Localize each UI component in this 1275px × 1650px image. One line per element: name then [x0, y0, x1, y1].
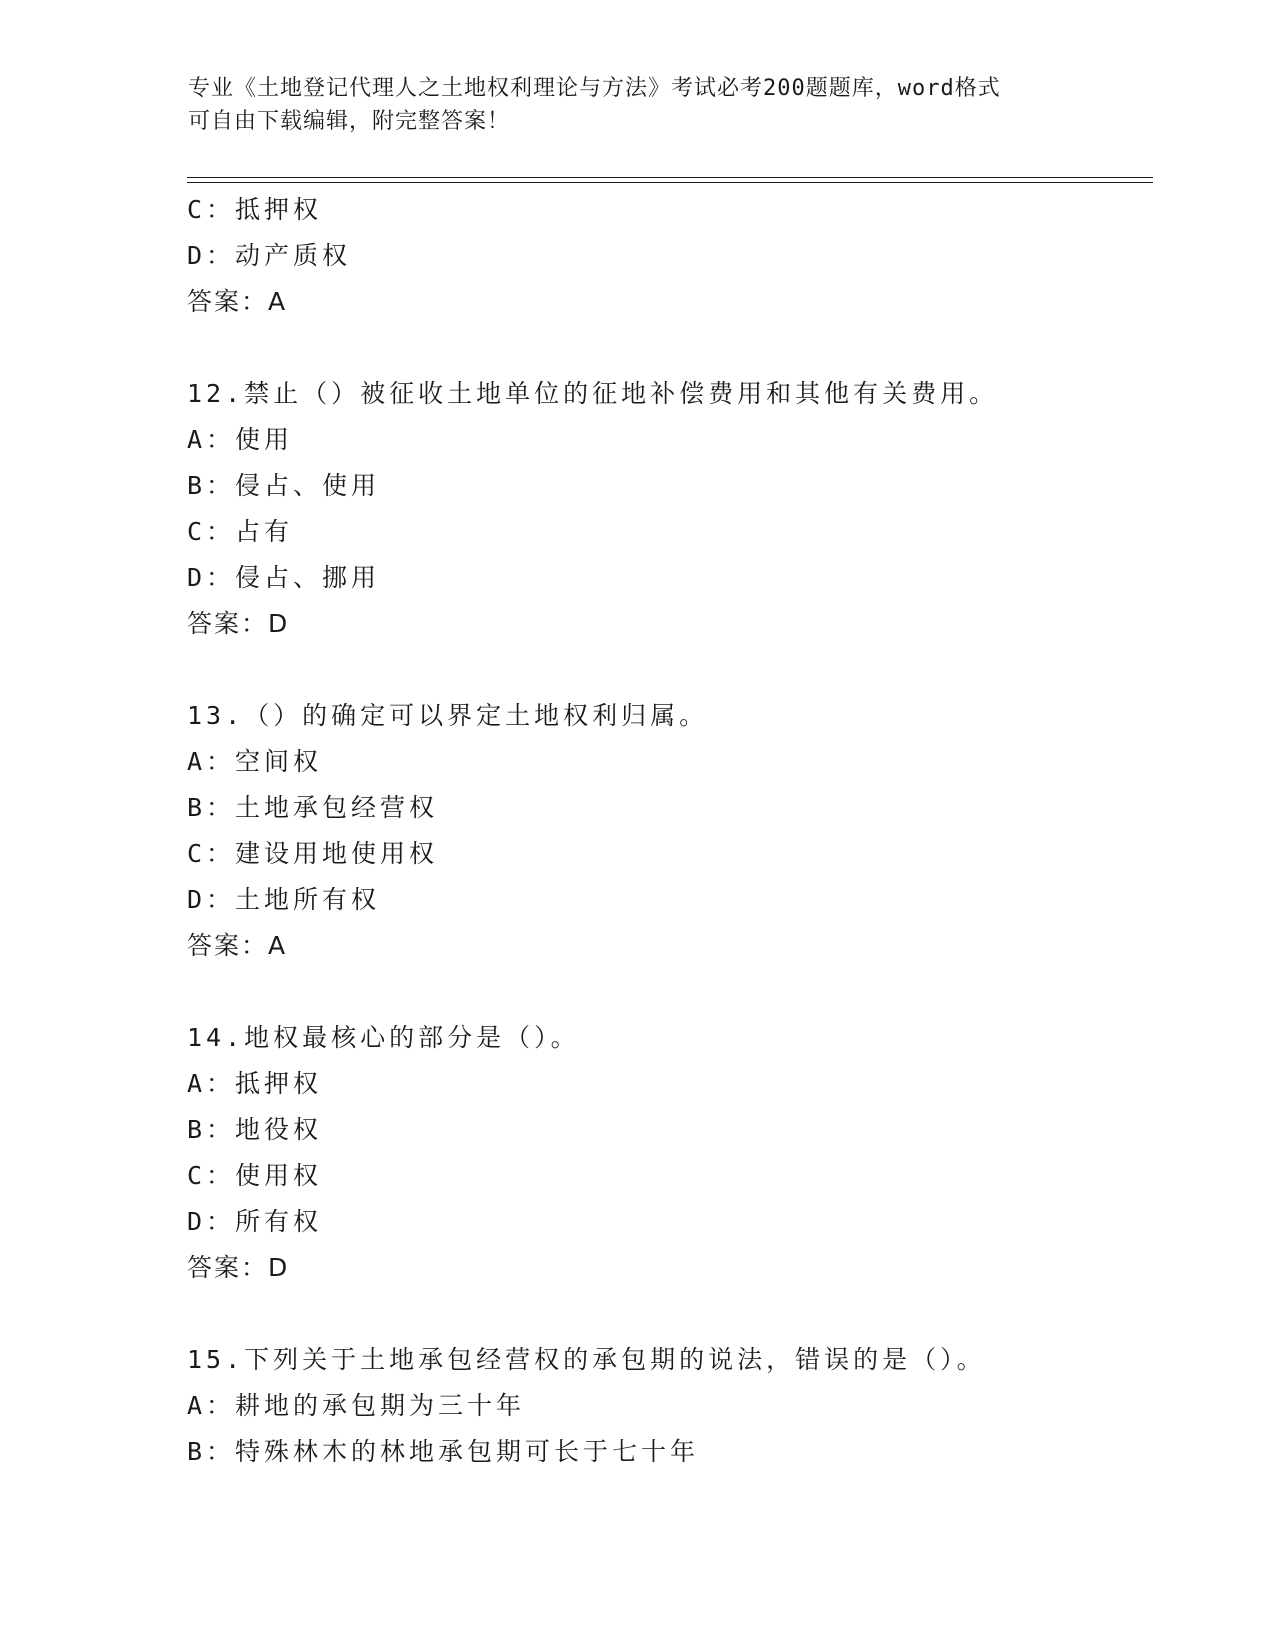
- document-header: [188, 72, 1088, 138]
- option-d: D：土地所有权: [187, 885, 381, 914]
- answer-line: 答案：D: [187, 1253, 290, 1282]
- option-b: B：特殊林木的林地承包期可长于七十年: [187, 1437, 700, 1466]
- header-line-1: 专业《土地登记代理人之土地权利理论与方法》考试必考200题题库，word格式: [188, 76, 1001, 101]
- answer-line: 答案：A: [187, 931, 288, 960]
- question-12: [187, 371, 1147, 647]
- question-15: [187, 1337, 1147, 1475]
- option-c: C：抵押权: [187, 195, 323, 224]
- option-c: C：使用权: [187, 1161, 323, 1190]
- option-d: D：侵占、挪用: [187, 563, 381, 592]
- question-stem: 13.（）的确定可以界定土地权利归属。: [187, 701, 709, 730]
- option-c: C：占有: [187, 517, 294, 546]
- question-stem: 15.下列关于土地承包经营权的承包期的说法，错误的是（）。: [187, 1345, 986, 1374]
- option-b: B：侵占、使用: [187, 471, 381, 500]
- question-stem: 12.禁止（）被征收土地单位的征地补偿费用和其他有关费用。: [187, 379, 999, 408]
- answer-line: 答案：D: [187, 609, 290, 638]
- question-list: [187, 187, 1147, 1475]
- header-line-2: 可自由下载编辑，附完整答案！: [188, 109, 511, 134]
- header-divider-top: [187, 177, 1153, 178]
- option-a: A：耕地的承包期为三十年: [187, 1391, 526, 1420]
- question-stem: 14.地权最核心的部分是（）。: [187, 1023, 580, 1052]
- header-divider-bottom: [187, 182, 1153, 183]
- option-d: D：所有权: [187, 1207, 323, 1236]
- option-a: A：抵押权: [187, 1069, 323, 1098]
- option-a: A：使用: [187, 425, 294, 454]
- question-14: [187, 1015, 1147, 1291]
- option-b: B：土地承包经营权: [187, 793, 439, 822]
- option-c: C：建设用地使用权: [187, 839, 439, 868]
- answer-line: 答案：A: [187, 287, 288, 316]
- option-d: D：动产质权: [187, 241, 352, 270]
- option-b: B：地役权: [187, 1115, 323, 1144]
- option-a: A：空间权: [187, 747, 323, 776]
- question-13: [187, 693, 1147, 969]
